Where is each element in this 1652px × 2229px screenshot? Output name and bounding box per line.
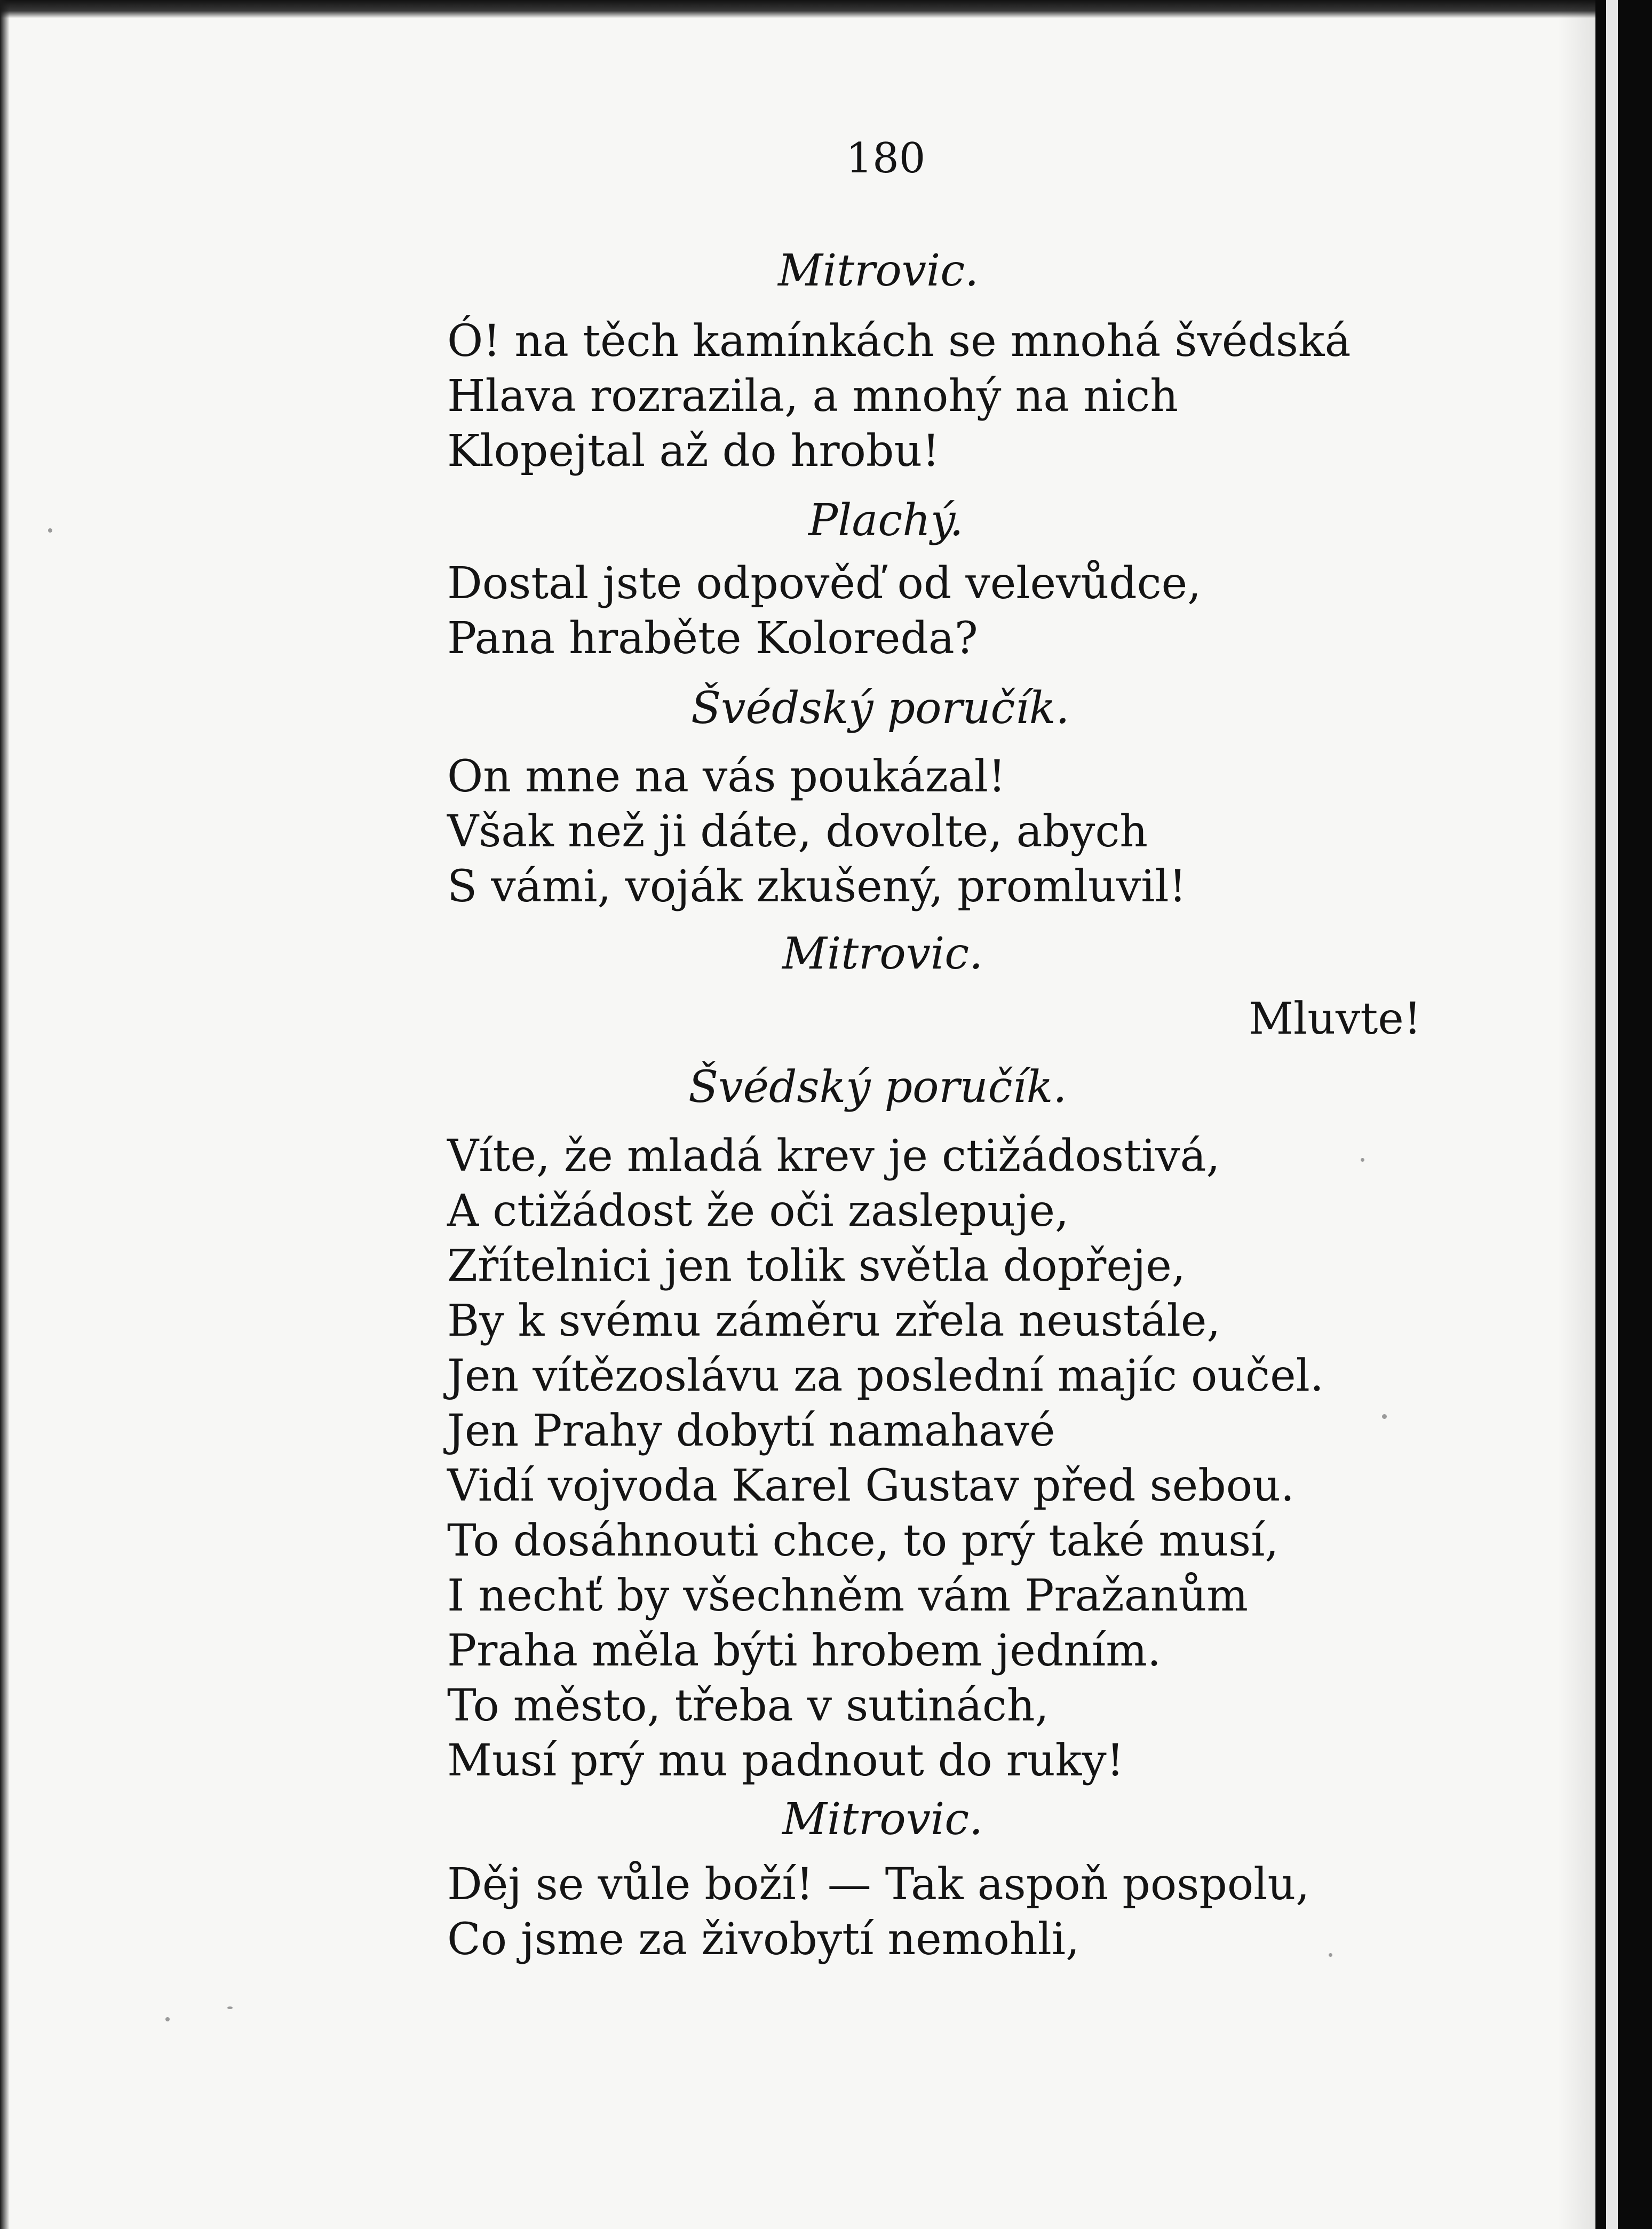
scan-edge-right — [1595, 0, 1652, 2229]
verse-line: By k svému záměru zřela neustále, — [447, 1296, 1221, 1346]
verse-block — [447, 556, 1493, 666]
verse-line: Praha měla býti hrobem jedním. — [447, 1625, 1162, 1676]
scan-edge-left — [0, 0, 10, 2229]
scan-edge-top — [0, 0, 1652, 18]
verse-line: To město, třeba v sutinách, — [447, 1680, 1049, 1731]
verse-line: S vámi, voják zkušený, promluvil! — [447, 861, 1187, 912]
speaker-name: Švédský poručík. — [688, 1062, 1067, 1113]
verse-line: Jen vítězoslávu za poslední majíc oučel. — [447, 1351, 1324, 1401]
verse-block — [447, 1129, 1493, 1788]
verse-line: A ctižádost že oči zaslepuje, — [447, 1186, 1069, 1236]
verse-line: Vidí vojvoda Karel Gustav před sebou. — [447, 1461, 1294, 1511]
verse-line: Klopejtal až do hrobu! — [447, 426, 940, 477]
verse-block — [447, 314, 1493, 479]
speaker-name: Švédský poručík. — [691, 683, 1070, 734]
verse-block — [447, 1857, 1493, 1967]
scan-speck — [48, 528, 52, 533]
verse-line: Musí prý mu padnout do ruky! — [447, 1735, 1124, 1786]
scan-edge-right-strip — [1606, 0, 1618, 2229]
verse-line: On mne na vás poukázal! — [447, 751, 1006, 802]
scan-speck — [227, 2006, 233, 2009]
page-gutter-shadow — [1558, 0, 1595, 2229]
verse-line: Co jsme za živobytí nemohli, — [447, 1914, 1080, 1965]
page-number: 180 — [846, 134, 926, 183]
verse-block — [447, 749, 1493, 914]
verse-line: Víte, že mladá krev je ctižádostivá, — [447, 1131, 1220, 1181]
verse-line: Hlava rozrazila, a mnohý na nich — [447, 371, 1179, 422]
verse-line: Pana hraběte Koloreda? — [447, 613, 978, 664]
speaker-name: Mitrovic. — [778, 245, 979, 296]
speaker-name: Mitrovic. — [782, 929, 983, 979]
verse-line: Dostal jste odpověď od velevůdce, — [447, 558, 1202, 609]
verse-line: Zřítelnici jen tolik světla dopřeje, — [447, 1241, 1186, 1291]
verse-line: Děj se vůle boží! — Tak aspoň pospolu, — [447, 1859, 1310, 1910]
verse-line: Ó! na těch kamínkách se mnohá švédská — [447, 316, 1351, 367]
verse-line: To dosáhnouti chce, to prý také musí, — [447, 1516, 1279, 1566]
scan-speck — [165, 2017, 170, 2021]
verse-line: I nechť by všechněm vám Pražanům — [447, 1570, 1249, 1621]
verse-line: Však než ji dáte, dovolte, abych — [447, 806, 1148, 857]
reply-line: Mluvte! — [1249, 994, 1421, 1044]
speaker-name: Mitrovic. — [782, 1794, 983, 1845]
verse-line: Jen Prahy dobytí namahavé — [447, 1406, 1055, 1456]
speaker-name: Plachý. — [808, 495, 964, 546]
